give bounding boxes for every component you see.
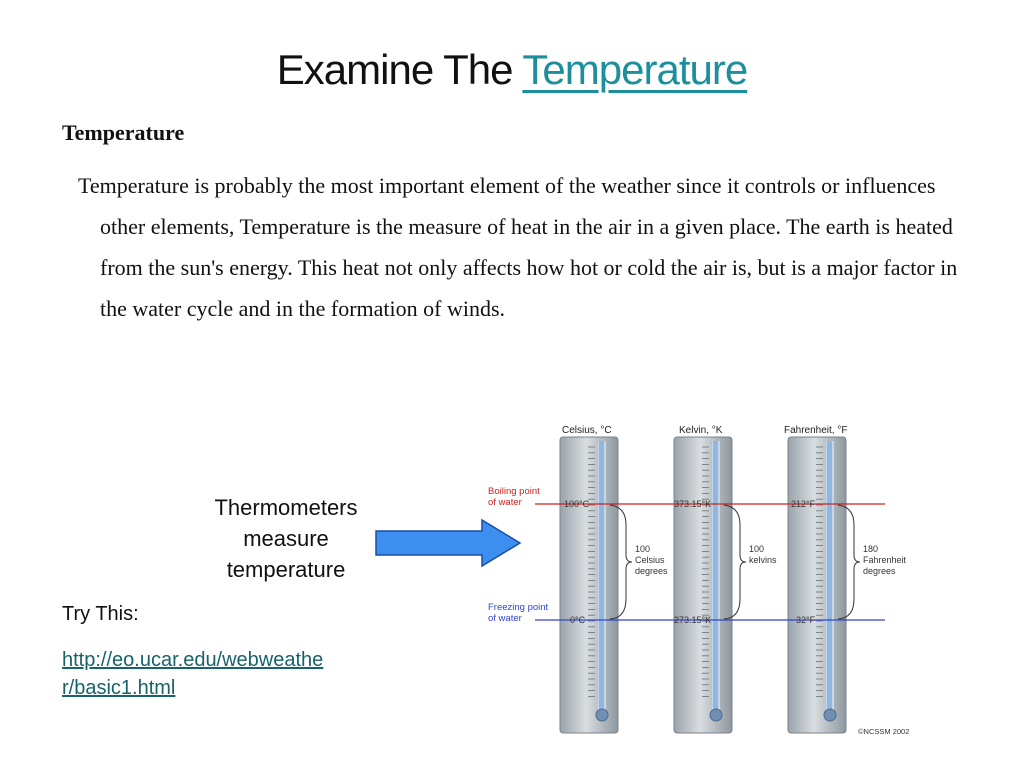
fahrenheit-diff-line-3: degrees [863, 566, 896, 576]
thermometer-callout [196, 492, 376, 585]
section-heading: Temperature [62, 120, 185, 145]
fahrenheit-diff-line-2: Fahrenheit [863, 555, 907, 565]
boiling-label-line-1: Boiling point [488, 486, 540, 497]
thermometer-kelvin [674, 437, 732, 733]
title-prefix: Examine The [276, 46, 523, 93]
thermometer-diagram [480, 415, 920, 740]
copyright-note: ©NCSSM 2002 [858, 727, 910, 736]
callout-line-2: measure [243, 526, 329, 551]
callout-line-1: Thermometers [214, 495, 358, 520]
fahrenheit-diff-line-1: 180 [863, 544, 879, 554]
kelvin-boil-reading: 373.15°K [674, 499, 712, 509]
celsius-diff-line-1: 100 [635, 544, 651, 554]
fahrenheit-freeze-reading: 32°F [796, 615, 816, 625]
slide-title [0, 44, 1024, 96]
freezing-label-line-2: of water [488, 613, 522, 624]
body-paragraph: Temperature is probably the most important element of the weather since it controls or influences other elements, Temperature is the measure of heat in the air in a given place. The earth is heated from the sun's energy. This heat not only affects how hot or cold the air is, but is a major factor in the water cycle and in the formation of winds. [78, 173, 958, 321]
try-this-label: Try This: [62, 603, 139, 625]
kelvin-diff-line-1: 100 [749, 544, 765, 554]
title-link[interactable]: Temperature [522, 46, 748, 93]
callout-line-3: temperature [226, 557, 346, 582]
scale-name-celsius: Celsius, °C [562, 425, 612, 436]
celsius-diff-line-3: degrees [635, 566, 668, 576]
scale-name-kelvin: Kelvin, °K [679, 425, 723, 436]
freezing-label-line-1: Freezing point [488, 602, 549, 613]
kelvin-freeze-reading: 273.15°K [674, 615, 712, 625]
celsius-boil-reading: 100°C [564, 499, 590, 509]
celsius-freeze-reading: 0°C [570, 615, 586, 625]
thermometer-fahrenheit [788, 437, 846, 733]
scale-name-fahrenheit: Fahrenheit, °F [784, 425, 848, 436]
boiling-label-line-2: of water [488, 497, 522, 508]
resource-link[interactable]: http://eo.ucar.edu/webweather/basic1.html [62, 649, 324, 699]
kelvin-diff-line-2: kelvins [749, 555, 777, 565]
celsius-diff-line-2: Celsius [635, 555, 665, 565]
thermometer-celsius [560, 437, 618, 733]
fahrenheit-boil-reading: 212°F [791, 499, 816, 509]
